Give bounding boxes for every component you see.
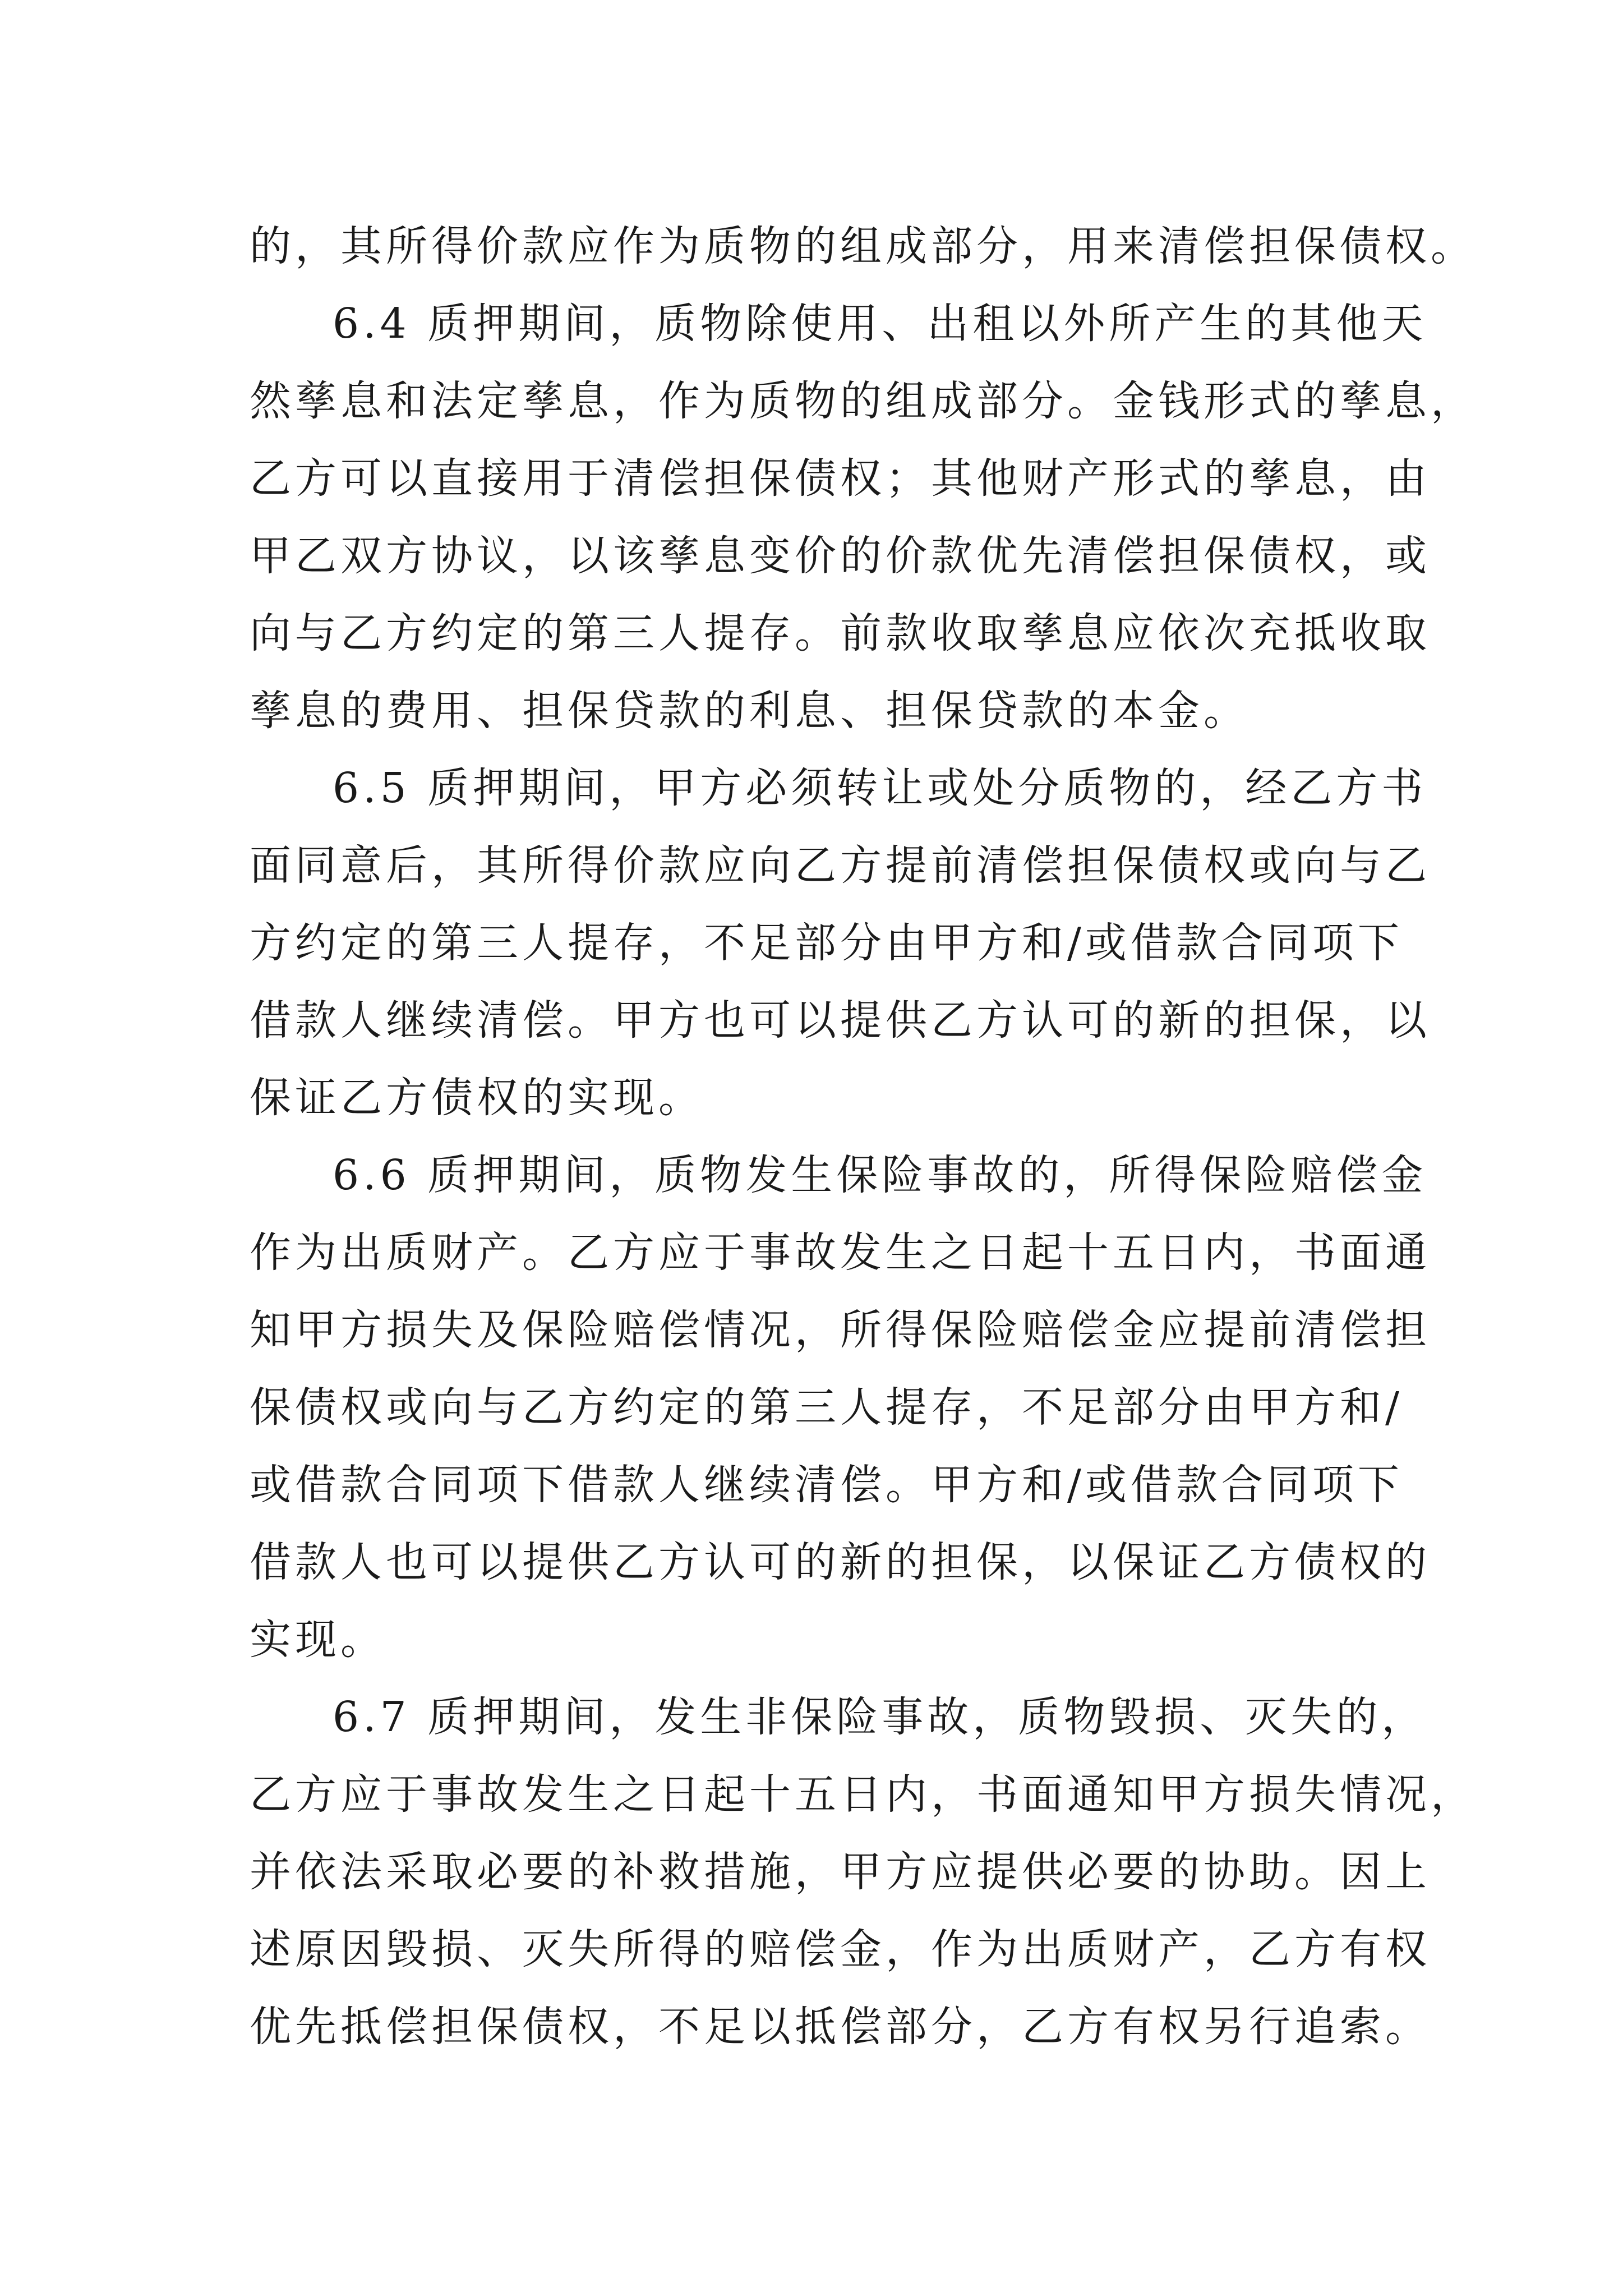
text-line: 知甲方损失及保险赔偿情况，所得保险赔偿金应提前清偿担 [250,1306,1431,1354]
clause-6-4-heading-line: 6.4 质押期间，质物除使用、出租以外所产生的其他天 [333,300,1427,348]
clause-6-6-heading-line: 6.6 质押期间，质物发生保险事故的，所得保险赔偿金 [333,1151,1427,1199]
text-line: 或借款合同项下借款人继续清偿。甲方和/或借款合同项下 [250,1461,1403,1509]
text-line: 借款人继续清偿。甲方也可以提供乙方认可的新的担保，以 [250,996,1431,1045]
text-line: 的，其所得价款应作为质物的组成部分，用来清偿担保债权。 [250,222,1476,270]
clause-6-7-heading-line: 6.7 质押期间，发生非保险事故，质物毁损、灭失的， [333,1693,1427,1741]
text-line: 面同意后，其所得价款应向乙方提前清偿担保债权或向与乙 [250,841,1431,890]
text-line: 保债权或向与乙方约定的第三人提存，不足部分由甲方和/ [250,1383,1403,1432]
text-line: 并依法采取必要的补救措施，甲方应提供必要的协助。因上 [250,1848,1431,1896]
text-line: 甲乙双方协议，以该孳息变价的价款优先清偿担保债权，或 [250,532,1431,580]
text-line: 优先抵偿担保债权，不足以抵偿部分，乙方有权另行追索。 [250,2003,1431,2051]
text-line: 方约定的第三人提存，不足部分由甲方和/或借款合同项下 [250,919,1403,967]
text-line: 然孳息和法定孳息，作为质物的组成部分。金钱形式的孳息， [250,377,1476,425]
text-line: 实现。 [250,1616,386,1664]
document-body [250,208,1476,2065]
text-line: 述原因毁损、灭失所得的赔偿金，作为出质财产，乙方有权 [250,1925,1431,1973]
text-line: 保证乙方债权的实现。 [250,1074,704,1122]
text-line: 向与乙方约定的第三人提存。前款收取孳息应依次充抵收取 [250,609,1431,657]
text-line: 作为出质财产。乙方应于事故发生之日起十五日内，书面通 [250,1228,1431,1277]
text-line: 乙方可以直接用于清偿担保债权；其他财产形式的孳息，由 [250,454,1431,503]
text-line: 孳息的费用、担保贷款的利息、担保贷款的本金。 [250,687,1249,735]
text-line: 乙方应于事故发生之日起十五日内，书面通知甲方损失情况， [250,1770,1476,1819]
text-line: 借款人也可以提供乙方认可的新的担保，以保证乙方债权的 [250,1538,1431,1586]
clause-6-5-heading-line: 6.5 质押期间，甲方必须转让或处分质物的，经乙方书 [333,764,1427,812]
